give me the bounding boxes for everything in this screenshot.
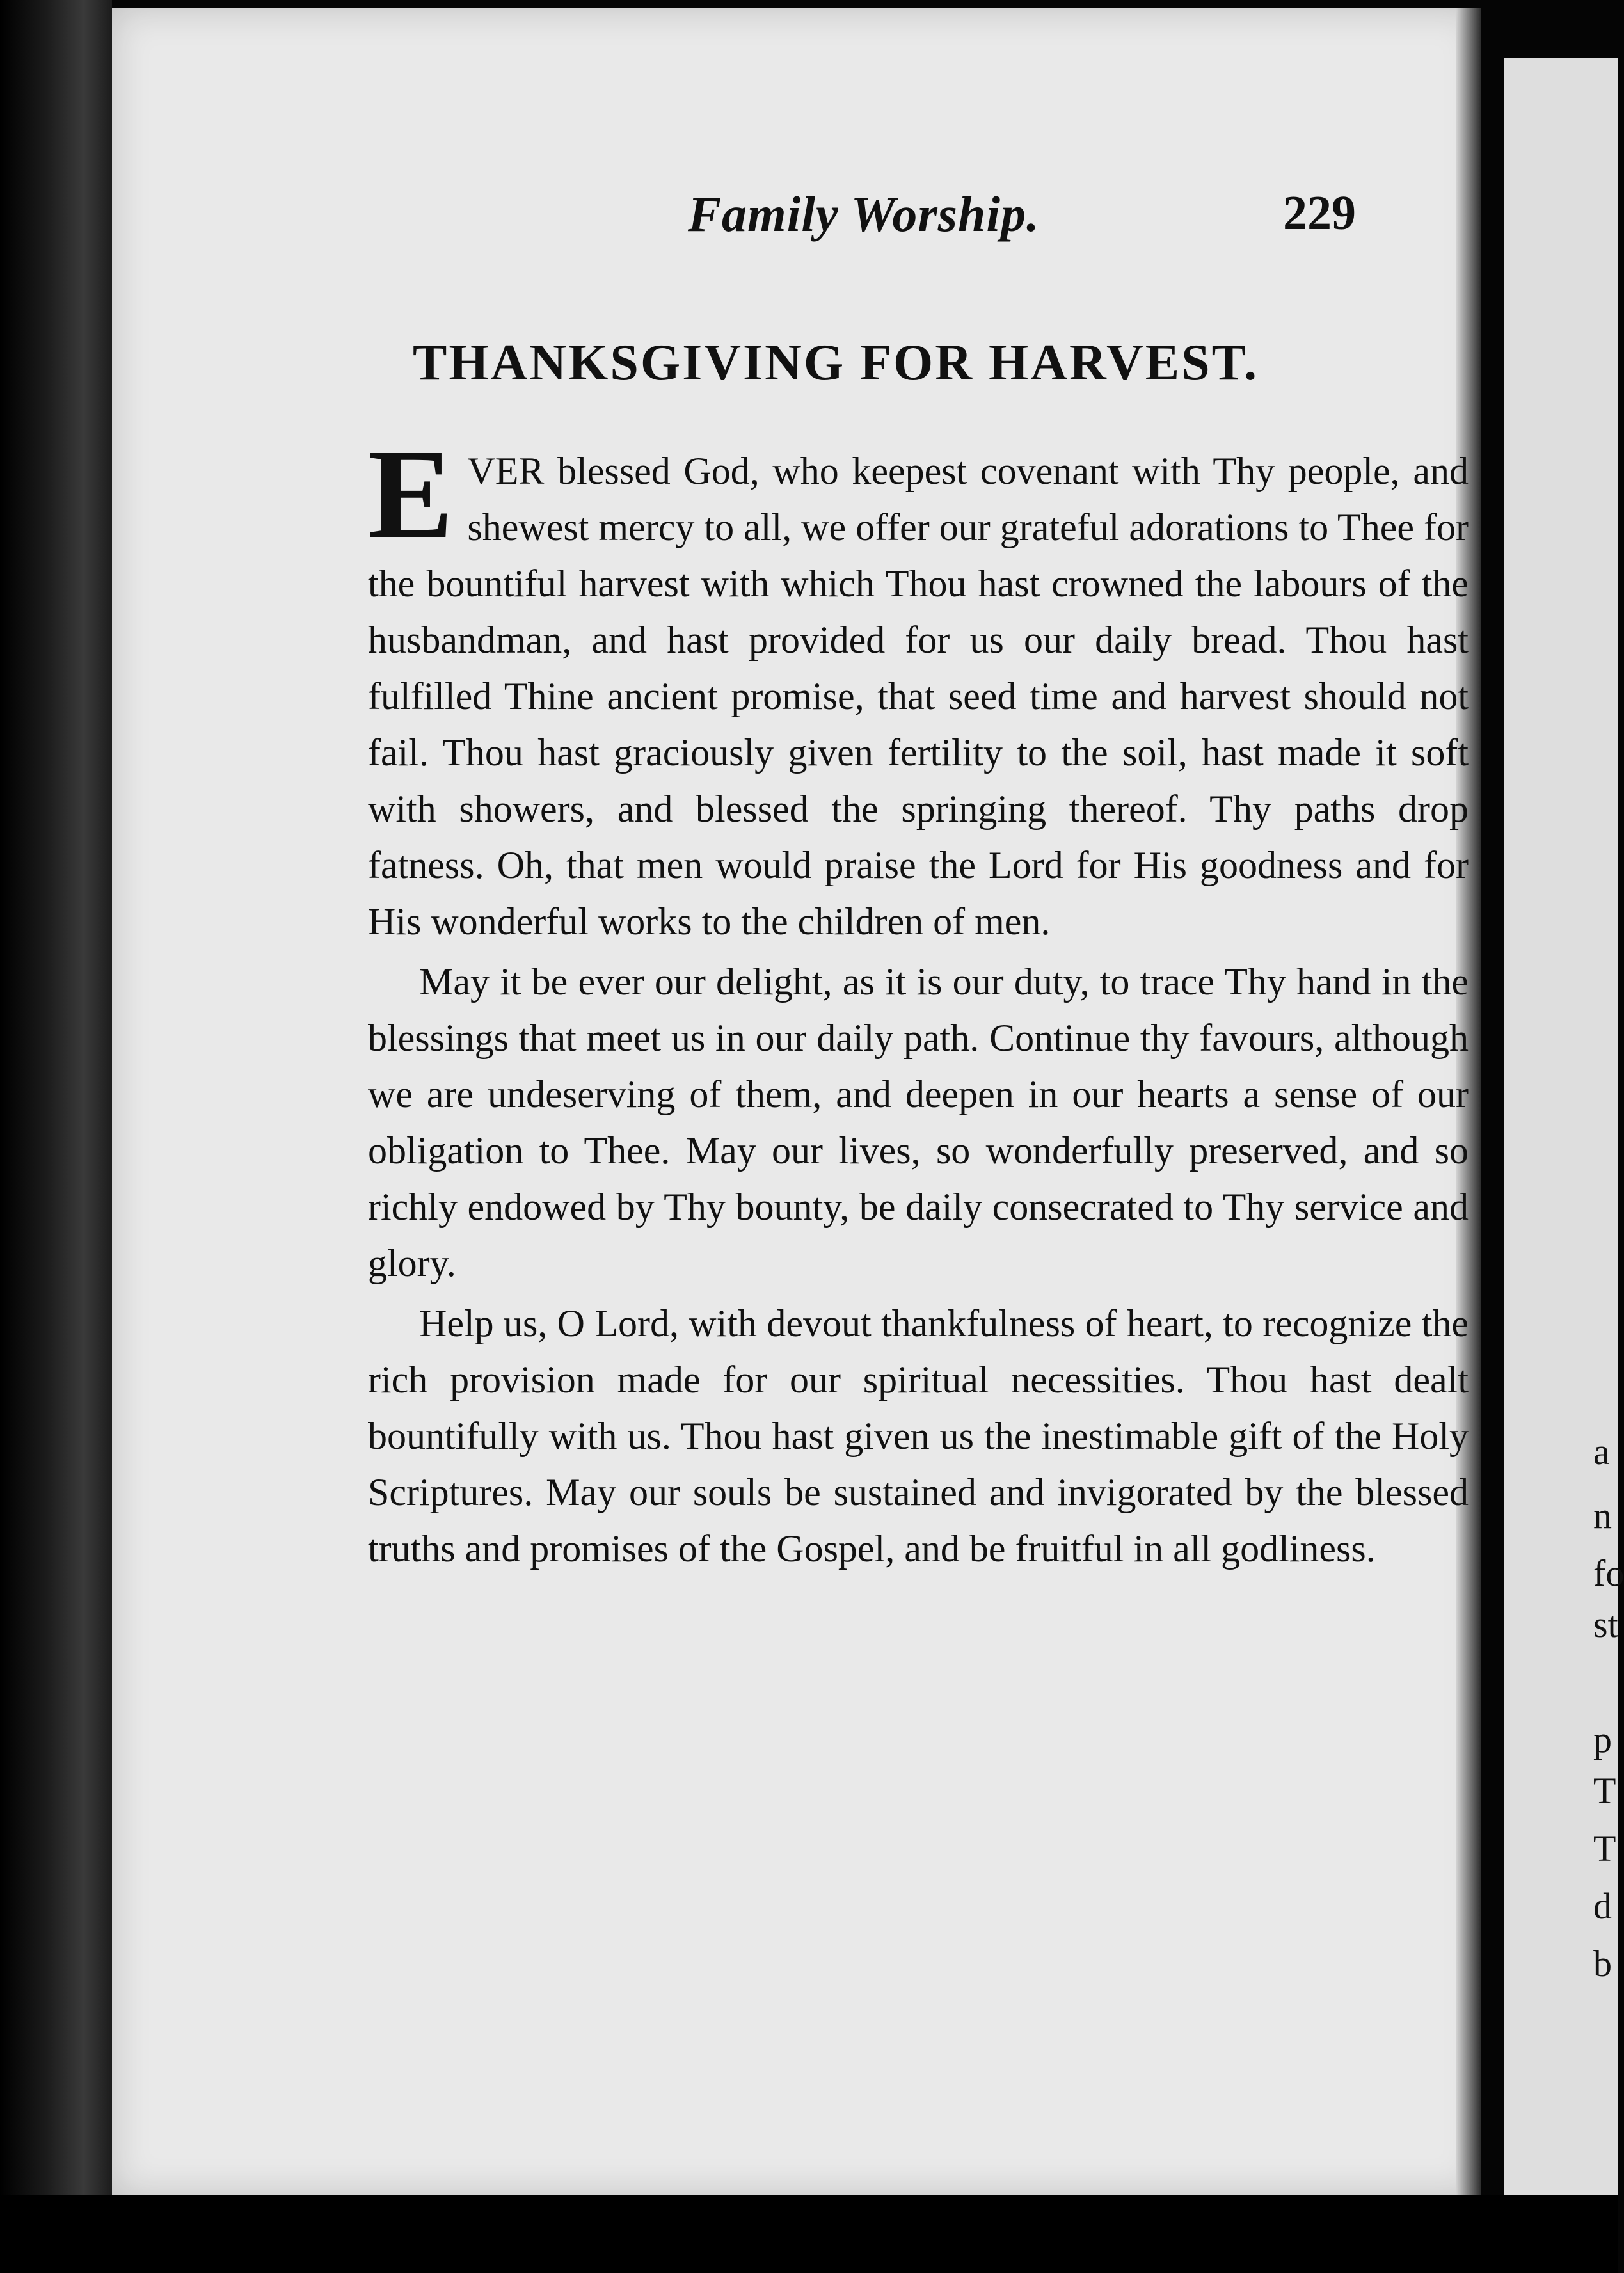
book-page — [112, 8, 1481, 2196]
section-title: THANKSGIVING FOR HARVEST. — [413, 335, 1259, 391]
facing-page-fragment: st — [1593, 1604, 1618, 1645]
facing-page-fragment: n — [1593, 1495, 1612, 1536]
page-number: 229 — [1283, 186, 1356, 240]
facing-page-fragment: b — [1593, 1943, 1612, 1984]
paragraph-2: May it be ever our delight, as it is our duty, to trace Thy hand in the blessings that meet us in our daily path. Continue thy favours, although we are undeserving of them, and deepen in our hearts a sense of our obligation to Thee. May our lives, so wonderfully preserved, and so richly endowed by Thy bounty, be daily consecrated to Thy service and glory. — [368, 961, 1469, 1284]
page-header — [112, 186, 1481, 262]
facing-page-fragment: d — [1593, 1885, 1612, 1927]
scan-bottom-edge — [0, 2195, 1618, 2273]
paragraph-3: Help us, O Lord, with devout thankfulness of heart, to recognize the rich provision made for our spiritual necessities. Thou hast dealt bountifully with us. Thou hast given us the inestimable gift of the Holy Scriptures. May our souls be sustained and invigorated by the blessed truths and promises of the Gospel, and be fruitful in all godliness. — [368, 1302, 1469, 1570]
facing-page-fragment: a — [1593, 1431, 1610, 1472]
facing-page-edge — [1504, 58, 1624, 2221]
running-head: Family Worship. — [688, 186, 1040, 242]
paragraph-1-text: VER blessed God, who keepest covenant with Thy people, and shewest mercy to all, we offer our grateful adorations to Thee for the bountiful harvest with which Thou hast crowned the labours of the husbandman, and hast provided for us our daily bread. Thou hast fulfilled Thine ancient promise, that seed time and harvest should not fail. Thou hast graciously given fertility to the soil, hast made it soft with showers, and blessed the springing thereof. Thy paths drop fatness. Oh, that men would praise the Lord for His goodness and for His wonderful works to the children of men. — [368, 450, 1469, 943]
facing-page-fragment: p — [1593, 1719, 1612, 1760]
facing-page-fragment: fo — [1593, 1552, 1624, 1594]
prayer-body — [368, 424, 1469, 1581]
drop-cap-initial: E — [368, 424, 454, 565]
facing-page-fragment: T — [1593, 1828, 1616, 1869]
facing-page-fragment: T — [1593, 1770, 1616, 1812]
book-spine — [0, 0, 112, 2273]
paragraph-1 — [368, 424, 1469, 950]
